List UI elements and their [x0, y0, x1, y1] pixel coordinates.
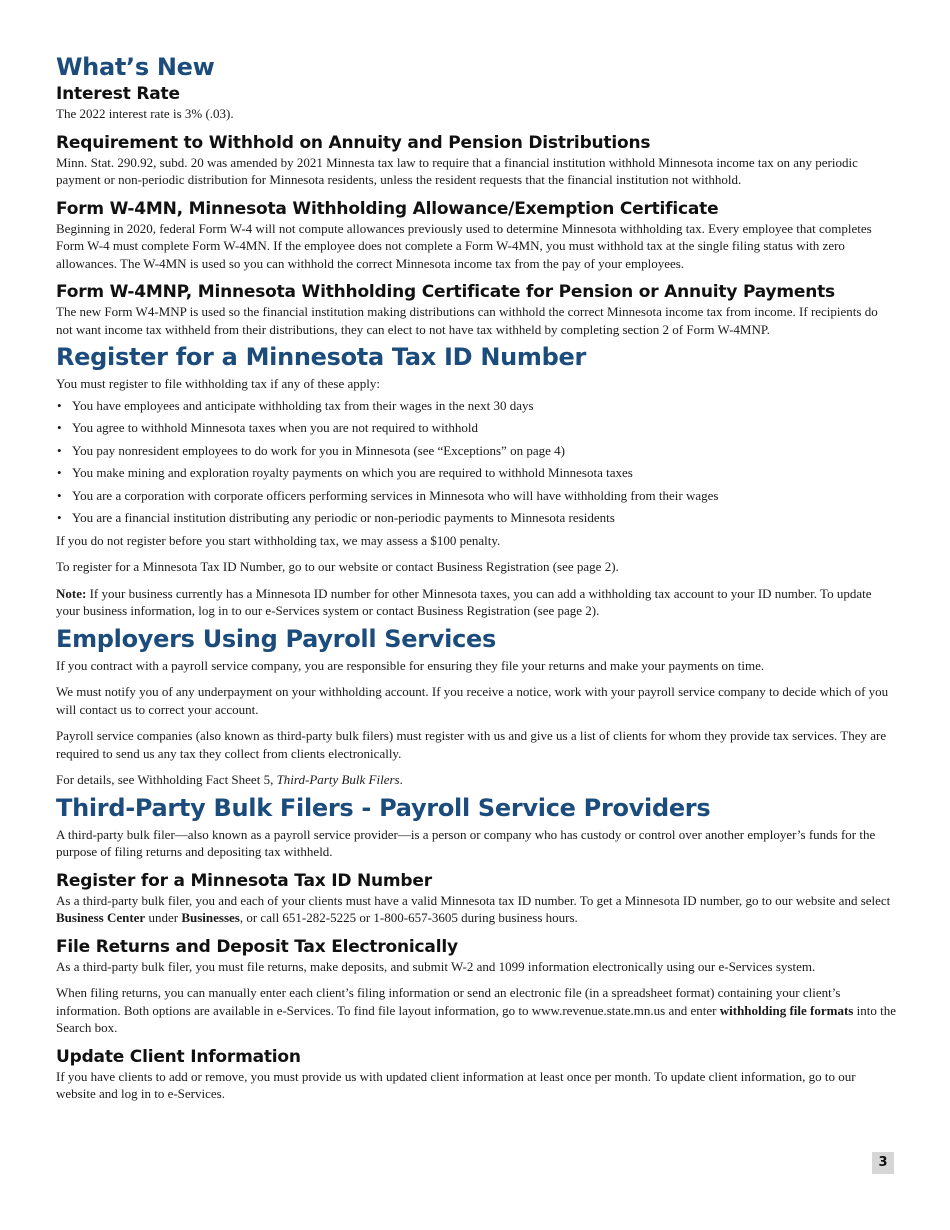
w4mnp-heading: Form W-4MNP, Minnesota Withholding Certificate for Pension or Annuity Payments: [56, 282, 835, 302]
w4mn-heading: Form W-4MN, Minnesota Withholding Allowance/Exemption Certificate: [56, 198, 719, 219]
fact-sheet-title: Third-Party Bulk Filers: [276, 772, 400, 787]
third-party-intro: A third-party bulk filer—also known as a payroll service provider—is a person or company who has custody or control over another employer’s funds for the purpose of filing returns and depositing tax withheld.: [56, 826, 876, 859]
register-bullet-list: [56, 397, 896, 527]
interest-rate-text: The 2022 interest rate is 3% (.03).: [56, 106, 234, 121]
annuity-heading: Requirement to Withhold on Annuity and Pension Distributions: [56, 132, 651, 153]
document-page: [56, 52, 896, 1103]
w4mnp-text: The new Form W4-MNP is used so the financial institution making distributions can withhold the correct Minnesota income tax from income. If recipients do not want income tax withheld from their distributions, they can elect to not have tax withheld by completing section 2 of Form W-4MNP.: [56, 304, 878, 337]
tp-update-heading: Update Client Information: [56, 1046, 301, 1067]
register-penalty: If you do not register before you start withholding tax, we may assess a $100 penalty.: [56, 532, 501, 548]
register-how: To register for a Minnesota Tax ID Number, go to our website or contact Business Registration (see page 2).: [56, 559, 619, 574]
bullet-icon: •: [57, 420, 62, 435]
tp-register-text: As a third-party bulk filer, you and each of your clients must have a valid Minnesota tax ID number. To get a Minnesota ID number, go to our website and select Business Center under Businesses, or call 651-282-5225 or 1-800-657-3605 during business hours.: [56, 892, 891, 925]
list-item: • You have employees and anticipate withholding tax from their wages in the next 30 days: [57, 397, 534, 413]
third-party-title: Third-Party Bulk Filers - Payroll Service Providers: [56, 793, 711, 822]
note-text: If your business currently has a Minnesota ID number for other Minnesota taxes, you can add a withholding tax account to your ID number. To update your business information, log in to our e-Services system or contact Business Registration (see page 2).: [56, 585, 872, 618]
note-label: Note:: [56, 585, 87, 601]
tp-register-heading: Register for a Minnesota Tax ID Number: [56, 870, 432, 891]
list-item: • You are a financial institution distributing any periodic or non-periodic payments to Minnesota residents: [57, 510, 615, 525]
list-item: • You are a corporation with corporate officers performing services in Minnesota who will have withholding from their wages: [57, 487, 719, 503]
list-item: • You pay nonresident employees to do work for you in Minnesota (see “Exceptions” on page 4): [57, 442, 565, 458]
employers-p2: We must notify you of any underpayment on your withholding account. If you receive a notice, work with your payroll service company to decide which of you will contact us to correct your account.: [56, 684, 889, 717]
list-item: • You agree to withhold Minnesota taxes when you are not required to withhold: [57, 420, 478, 435]
bullet-icon: •: [57, 465, 62, 480]
tp-file-heading: File Returns and Deposit Tax Electronically: [56, 936, 458, 957]
annuity-text: Minn. Stat. 290.92, subd. 20 was amended by 2021 Minnesta tax law to require that a financial institution withhold Minnesota income tax on any periodic payment or non-periodic distribution for Minnesota residents, unless the resident requests that the financial institution not withhold.: [56, 154, 858, 187]
whats-new-title: What’s New: [56, 53, 215, 81]
tp-file-p2: When filing returns, you can manually enter each client’s filing information or send an electronic file (in a spreadsheet format) containing your client’s information. Both options are available in e-Services. To find file layout information, go to www.revenue.state.mn.us and enter withholding file formats into the Search box.: [56, 985, 896, 1035]
bullet-icon: •: [57, 487, 62, 503]
register-note: [56, 585, 896, 620]
employers-p3: Payroll service companies (also known as third-party bulk filers) must register with us and give us a list of clients for whom they provide tax services. They are required to send us any tax they collect from clients electronically.: [56, 728, 887, 761]
tp-update-text: If you have clients to add or remove, you must provide us with updated client information at least once per month. To update client information, go to our website and log in to e-Services.: [56, 1068, 856, 1101]
page-number-badge: 3: [872, 1152, 894, 1174]
employers-p4: For details, see Withholding Fact Sheet 5, Third-Party Bulk Filers.: [56, 772, 403, 787]
w4mn-text: Beginning in 2020, federal Form W-4 will not compute allowances previously used to determine Minnesota withholding tax. Every employee that completes Form W-4 must complete Form W-4MN. If the employee does not complete a Form W-4MN, you must withhold tax at the single filing status with zero allowances. The W-4MN is used so you can withhold the correct Minnesota income tax from the pay of your employees.: [56, 220, 872, 271]
interest-rate-heading: Interest Rate: [56, 84, 180, 104]
bullet-icon: •: [57, 442, 62, 458]
tp-file-p1: As a third-party bulk filer, you must file returns, make deposits, and submit W-2 and 1099 information electronically using our e-Services system.: [56, 958, 816, 974]
list-item: • You make mining and exploration royalty payments on which you are required to withhold Minnesota taxes: [57, 465, 633, 480]
employers-p1: If you contract with a payroll service company, you are responsible for ensuring they file your returns and make your payments on time.: [56, 657, 765, 673]
register-title: Register for a Minnesota Tax ID Number: [56, 343, 587, 371]
bullet-icon: •: [57, 510, 62, 525]
employers-title: Employers Using Payroll Services: [56, 624, 496, 653]
register-intro: You must register to file withholding tax if any of these apply:: [56, 376, 380, 391]
bullet-icon: •: [57, 397, 62, 413]
